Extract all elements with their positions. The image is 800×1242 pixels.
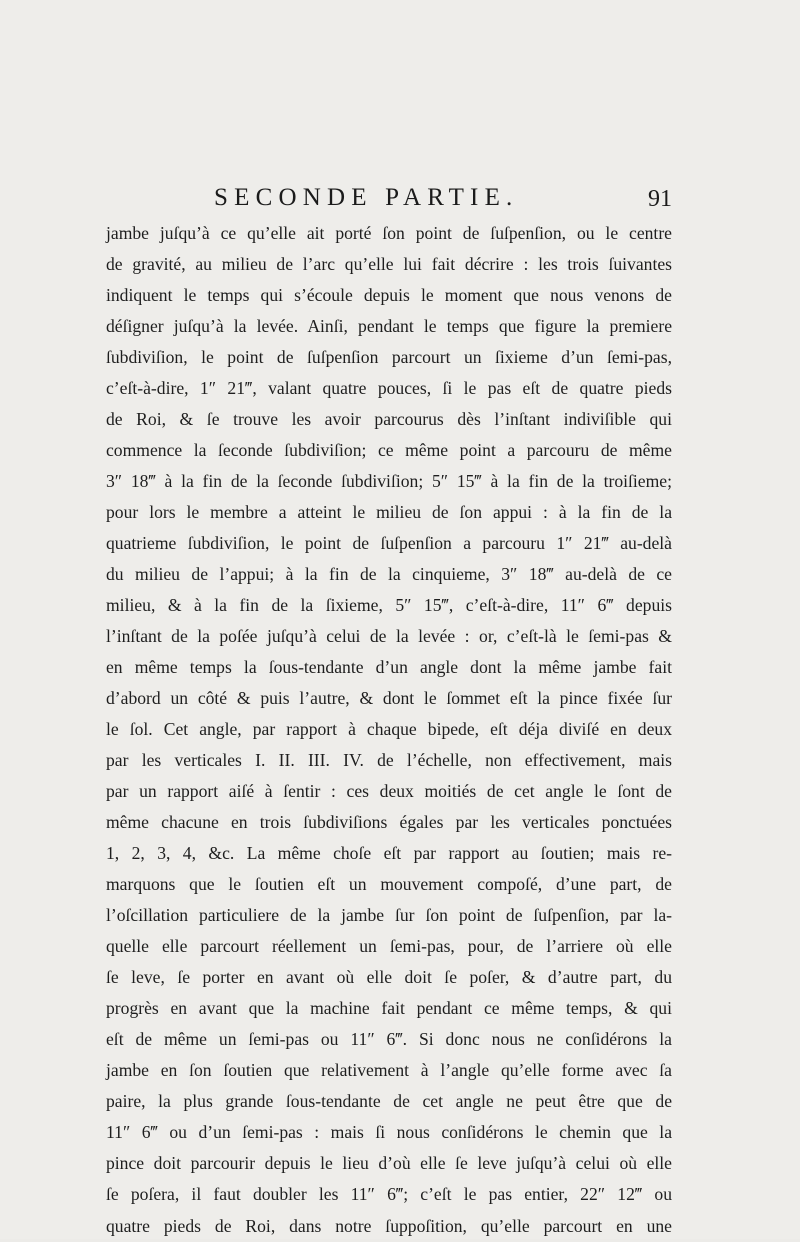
- text-line: quelle elle parcourt réellement un ſemi-pas, pour, de l’arriere où elle: [106, 936, 672, 957]
- text-line: milieu, & à la fin de la ſixieme, 5″ 15‴, c’eſt-à-dire, 11″ 6‴ depuis: [106, 595, 672, 616]
- text-line: 1, 2, 3, 4, &c. La même choſe eſt par rapport au ſoutien; mais re-: [106, 843, 672, 864]
- text-line: de Roi, & ſe trouve les avoir parcourus dès l’inſtant indiviſible qui: [106, 409, 672, 430]
- text-line: paire, la plus grande ſous-tendante de cet angle ne peut être que de: [106, 1091, 672, 1112]
- text-line: de gravité, au milieu de l’arc qu’elle lui fait décrire : les trois ſuivantes: [106, 254, 672, 275]
- text-line: quatre pieds de Roi, dans notre ſuppoſition, qu’elle parcourt en une: [106, 1215, 672, 1236]
- text-line: marquons que le ſoutien eſt un mouvement compoſé, d’une part, de: [106, 874, 672, 895]
- text-line: progrès en avant que la machine fait pendant ce même temps, & qui: [106, 998, 672, 1019]
- text-line: jambe juſqu’à ce qu’elle ait porté ſon point de ſuſpenſion, ou le centre: [106, 223, 672, 243]
- text-line: eſt de même un ſemi-pas ou 11″ 6‴. Si donc nous ne conſidérons la: [106, 1029, 672, 1050]
- text-line: 11″ 6‴ ou d’un ſemi-pas : mais ſi nous conſidérons le chemin que la: [106, 1122, 672, 1143]
- text-line: même chacune en trois ſubdiviſions égales par les verticales ponctuées: [106, 812, 672, 833]
- text-line: le ſol. Cet angle, par rapport à chaque bipede, eſt déja diviſé en deux: [106, 719, 672, 740]
- text-line: ſe poſera, il faut doubler les 11″ 6‴; c’eſt le pas entier, 22″ 12‴ ou: [106, 1184, 672, 1205]
- text-line: ſubdiviſion, le point de ſuſpenſion parcourt un ſixieme d’un ſemi-pas,: [106, 347, 672, 368]
- page-header: [106, 184, 672, 218]
- text-line: par les verticales I. II. III. IV. de l’échelle, non effectivement, mais: [106, 750, 672, 771]
- text-line: l’inſtant de la poſée juſqu’à celui de la levée : or, c’eſt-là le ſemi-pas &: [106, 626, 672, 647]
- text-line: par un rapport aiſé à ſentir : ces deux moitiés de cet angle le ſont de: [106, 781, 672, 802]
- text-line: quatrieme ſubdiviſion, le point de ſuſpenſion a parcouru 1″ 21‴ au-delà: [106, 533, 672, 554]
- text-line: indiquent le temps qui s’écoule depuis le moment que nous venons de: [106, 285, 672, 306]
- page-number: 91: [648, 186, 672, 212]
- text-line: d’abord un côté & puis l’autre, & dont le ſommet eſt la pince fixée ſur: [106, 688, 672, 709]
- text-line: du milieu de l’appui; à la fin de la cinquieme, 3″ 18‴ au-delà de ce: [106, 564, 672, 585]
- text-line: 3″ 18‴ à la fin de la ſeconde ſubdiviſion; 5″ 15‴ à la fin de la troiſieme;: [106, 471, 672, 492]
- text-line: en même temps la ſous-tendante d’un angle dont la même jambe fait: [106, 657, 672, 678]
- text-line: commence la ſeconde ſubdiviſion; ce même point a parcouru de même: [106, 440, 672, 461]
- text-line: c’eſt-à-dire, 1″ 21‴, valant quatre pouces, ſi le pas eſt de quatre pieds: [106, 378, 672, 399]
- body-text: [106, 218, 672, 1242]
- text-line: jambe en ſon ſoutien que relativement à l’angle qu’elle forme avec ſa: [106, 1060, 672, 1081]
- running-head: SECONDE PARTIE.: [214, 184, 519, 211]
- text-line: ſe leve, ſe porter en avant où elle doit ſe poſer, & d’autre part, du: [106, 967, 672, 988]
- text-line: pince doit parcourir depuis le lieu d’où elle ſe leve juſqu’à celui où elle: [106, 1153, 672, 1174]
- text-line: déſigner juſqu’à la levée. Ainſi, pendant le temps que figure la premiere: [106, 316, 672, 337]
- text-line: pour lors le membre a atteint le milieu de ſon appui : à la fin de la: [106, 502, 672, 523]
- text-line: l’oſcillation particuliere de la jambe ſur ſon point de ſuſpenſion, par la-: [106, 905, 672, 926]
